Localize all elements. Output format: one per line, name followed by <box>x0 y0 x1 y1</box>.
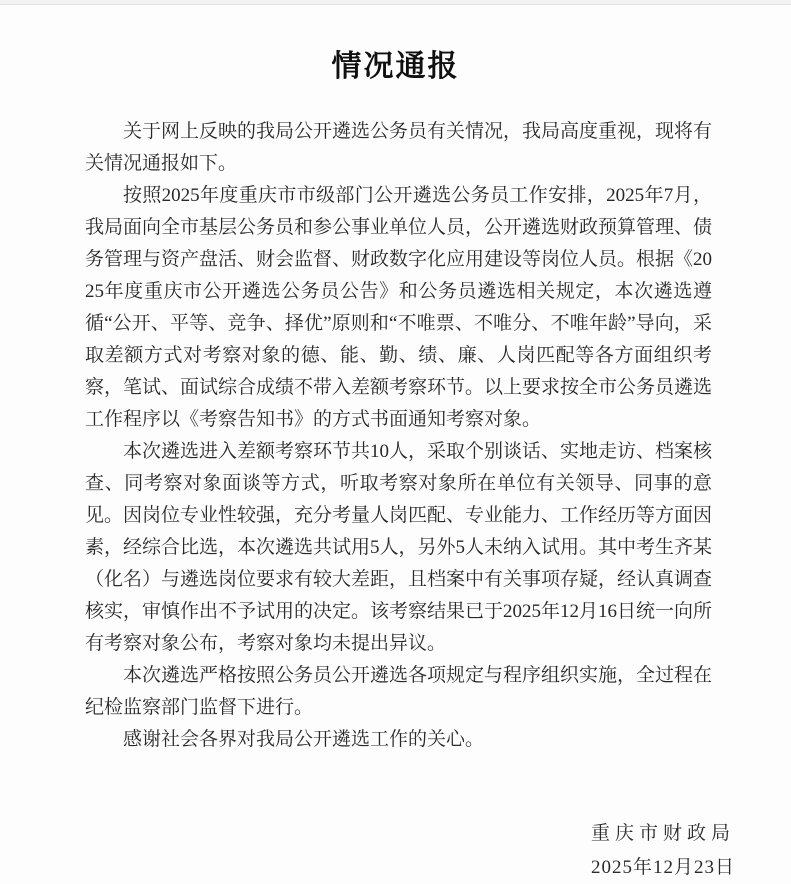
top-edge-strip <box>0 0 791 5</box>
paragraph-thanks: 感谢社会各界对我局公开遴选工作的关心。 <box>123 729 485 750</box>
document-body <box>85 116 712 756</box>
paragraph-supervision: 本次遴选严格按照公务员公开遴选各项规定与程序组织实施，全过程在纪检监察部门监督下进行。 <box>85 665 713 718</box>
signature-block <box>591 818 735 884</box>
issuing-agency: 重庆市财政局 <box>590 823 735 844</box>
issue-date: 2025年12月23日 <box>590 857 735 878</box>
document-title: 情况通报 <box>331 50 460 83</box>
paragraph-intro: 关于网上反映的我局公开遴选公务员有关情况，我局高度重视，现将有关情况通报如下。 <box>85 121 713 174</box>
paragraph-selection-process: 按照2025年度重庆市市级部门公开遴选公务员工作安排，2025年7月，我局面向全市基层公务员和参公事业单位人员，公开遴选财政预算管理、债务管理与资产盘活、财会监督、财政数字化应用建设等岗位人员。根据《2025年度重庆市公开遴选公务员公告》和公务员遴选相关规定，本次遴选遵循“公开、平等、竞争、择优”原则和“不唯票、不唯分、不唯年龄”导向，采取差额方式对考察对象的德、能、勤、绩、廉、人岗匹配等各方面组织考察，笔试、面试综合成绩不带入差额考察环节。以上要求按全市公务员遴选工作程序以《考察告知书》的方式书面通知考察对象。 <box>85 185 713 430</box>
paragraph-inspection-results: 本次遴选进入差额考察环节共10人，采取个别谈话、实地走访、档案核查、同考察对象面谈等方式，听取考察对象所在单位有关领导、同事的意见。因岗位专业性较强，充分考量人岗匹配、专业能力、工作经历等方面因素，经综合比选，本次遴选共试用5人，另外5人未纳入试用。其中考生齐某（化名）与遴选岗位要求有较大差距，且档案中有关事项存疑，经认真调查核实，审慎作出不予试用的决定。该考察结果已于2025年12月16日统一向所有考察对象公布，考察对象均未提出异议。 <box>85 441 713 654</box>
